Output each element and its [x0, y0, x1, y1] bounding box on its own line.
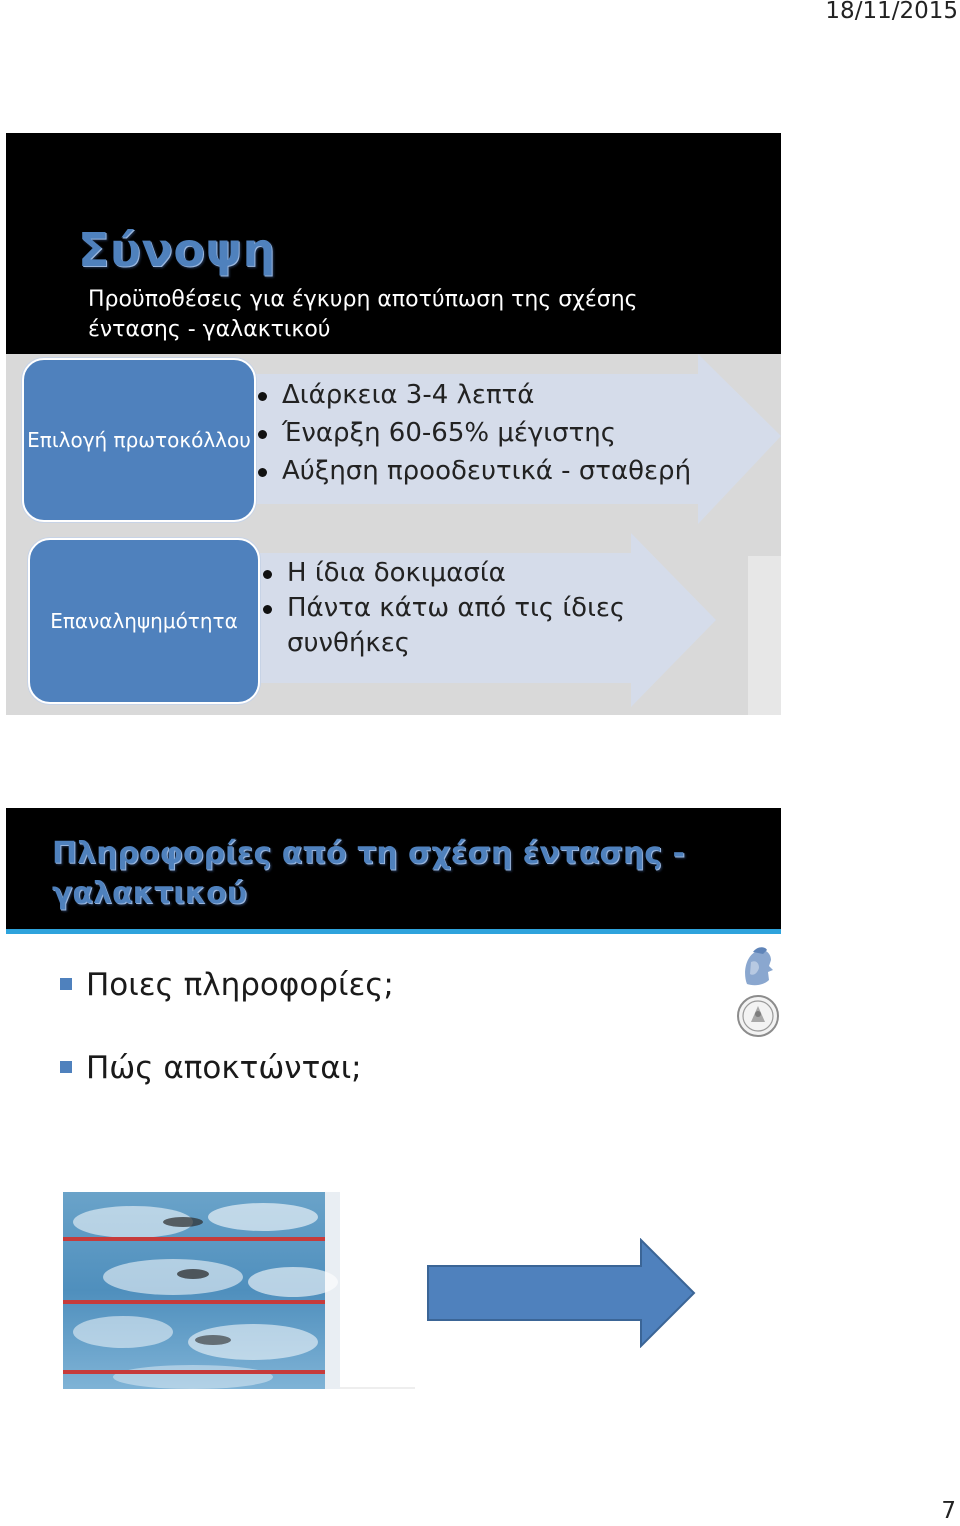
slide-subtitle: Προϋποθέσεις για έγκυρη αποτύπωση της σχέσης έντασης - γαλακτικού [88, 287, 638, 342]
square-bullet-icon [60, 978, 72, 990]
list-item: Η ίδια δοκιμασία [261, 556, 721, 591]
page-number: 7 [941, 1498, 956, 1524]
group-label-text: Επιλογή πρωτοκόλλου [27, 428, 251, 452]
title-divider [6, 929, 781, 934]
list-item-text: Ποιες πληροφορίες; [86, 967, 394, 1003]
athena-head-icon [745, 947, 773, 985]
group-label-protocol [22, 358, 256, 522]
right-arrow-icon [426, 1238, 698, 1348]
slide-summary [6, 133, 781, 715]
photo-shadow [340, 1387, 415, 1389]
list-item-text: Πώς αποκτώνται; [86, 1050, 362, 1086]
group-label-repeatability [28, 538, 260, 704]
university-seal-icon [738, 996, 778, 1036]
list-item [60, 967, 394, 1003]
photo-graphic [63, 1192, 340, 1389]
slide-title: Σύνοψη [78, 223, 276, 277]
list-item: Αύξηση προοδευτικά - σταθερή [256, 452, 756, 490]
swimmers-photo [63, 1192, 340, 1389]
square-bullet-icon [60, 1061, 72, 1073]
list-item: Διάρκεια 3-4 λεπτά [256, 376, 756, 414]
list-item: Πάντα κάτω από τις ίδιες συνθήκες [261, 591, 721, 661]
university-logos [733, 944, 783, 1040]
slide-edge-panel [748, 556, 781, 715]
header-date: 18/11/2015 [825, 0, 958, 24]
slide-title: Πληροφορίες από τη σχέση έντασης - γαλακτικού [52, 836, 685, 911]
group-label-text: Επαναληψημότητα [50, 609, 238, 633]
bullet-list-protocol [256, 376, 756, 490]
list-item [60, 1050, 362, 1086]
slide-title-band [6, 808, 781, 930]
bullet-list-repeatability [261, 556, 721, 661]
list-item: Έναρξη 60-65% μέγιστης [256, 414, 756, 452]
